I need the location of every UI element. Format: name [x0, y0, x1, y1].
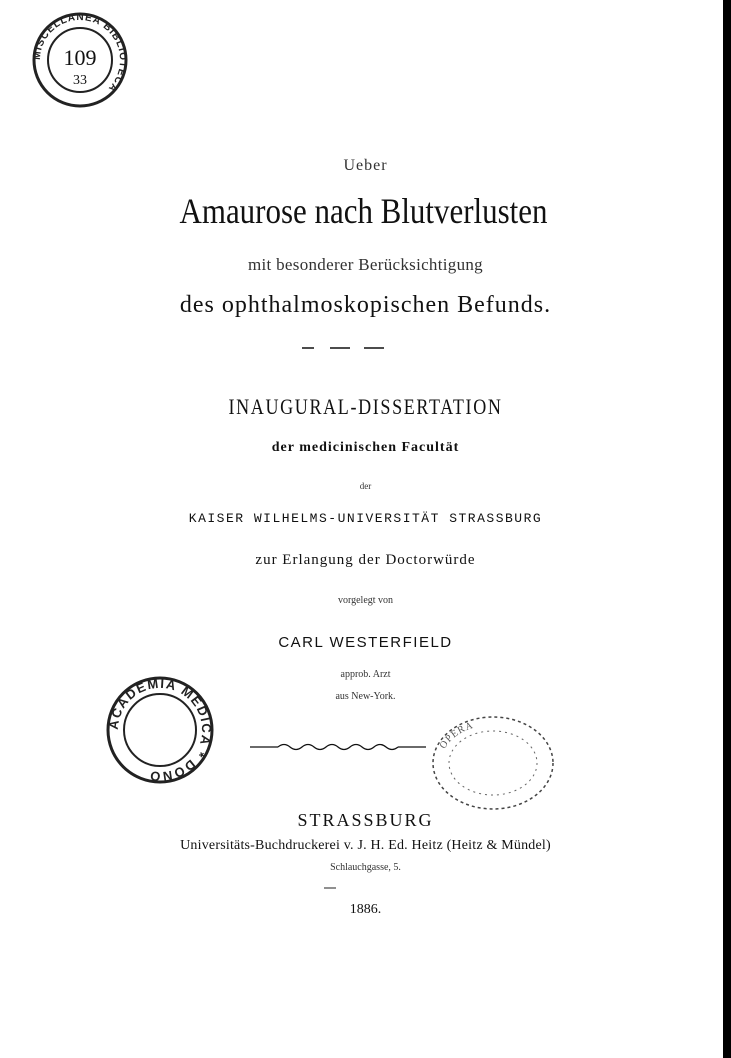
- faint-oval-stamp-text: OPERA: [437, 719, 476, 751]
- academia-stamp: [103, 670, 218, 785]
- svg-text:OPERA: [438, 720, 476, 751]
- library-stamp-ring-text: MISCELLANEA BIBLIOTECA: [31, 11, 129, 95]
- author-title: approb. Arzt: [340, 669, 391, 680]
- degree-line: zur Erlangung der Doctorwürde: [255, 552, 476, 568]
- printer-line: Universitäts-Buchdruckerei v. J. H. Ed. Heitz (Heitz & Mündel): [180, 838, 551, 853]
- main-title: Amaurose nach Blutverlusten: [179, 191, 548, 231]
- small-dash: [323, 886, 337, 890]
- presented-by-line: vorgelegt von: [337, 595, 394, 606]
- university-line: KAISER WILHELMS-UNIVERSITÄT STRASSBURG: [188, 511, 543, 526]
- library-stamp: [22, 10, 142, 110]
- faint-oval-stamp: [428, 713, 558, 813]
- academia-stamp-ring-text: ACADEMIA MEDICA * DONO: [105, 675, 215, 785]
- subtitle-line-1: mit besonderer Berücksichtigung: [248, 255, 483, 274]
- faculty-line: der medicinischen Facultät: [271, 440, 460, 455]
- subtitle-line-2: des ophthalmoskopischen Befunds.: [179, 292, 552, 318]
- library-stamp-sub: 33: [73, 73, 87, 88]
- title-divider: [300, 345, 390, 351]
- author-name: CARL WESTERFIELD: [278, 634, 453, 651]
- title-prefix: Ueber: [343, 157, 388, 174]
- city-line: STRASSBURG: [297, 810, 434, 830]
- year-line: 1886.: [349, 902, 382, 917]
- ornamental-rule: [248, 740, 428, 754]
- author-origin: aus New-York.: [335, 691, 396, 702]
- library-stamp-number: 109: [63, 45, 97, 70]
- der-line: der: [359, 481, 372, 491]
- address-line: Schlauchgasse, 5.: [330, 862, 401, 873]
- dissertation-heading: INAUGURAL-DISSERTATION: [228, 394, 503, 419]
